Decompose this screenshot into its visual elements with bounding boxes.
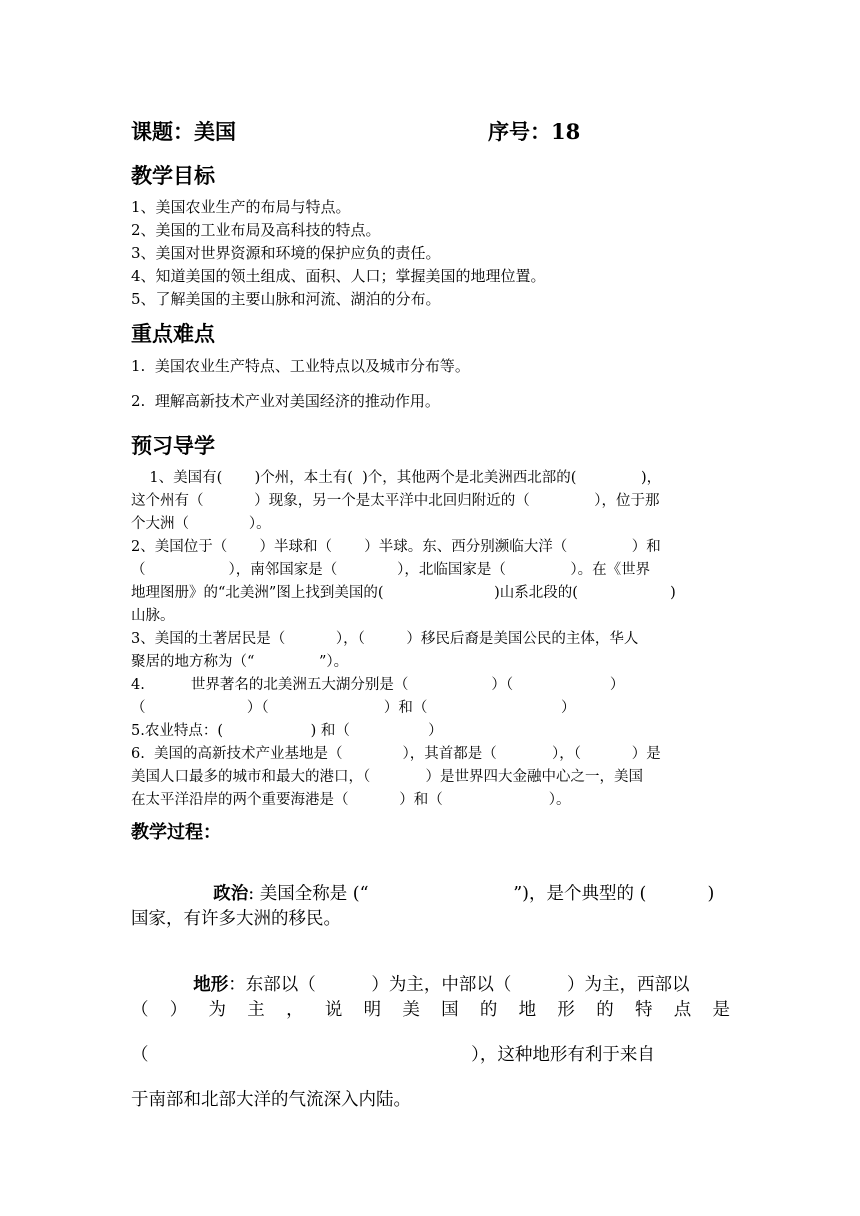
key-points-heading: 重点难点 xyxy=(131,321,215,346)
terrain-char: 形 xyxy=(557,1000,575,1020)
key-point-item: 1. 美国农业生产特点、工业特点以及城市分布等。 xyxy=(131,357,470,375)
preview-line: 这个州有（ ）现象，另一个是太平洋中北回归附近的（ ），位于那 xyxy=(131,493,660,509)
preview-heading: 预习导学 xyxy=(131,433,215,458)
terrain-char: ， xyxy=(286,1000,304,1020)
terrain-label: 地形 xyxy=(193,975,229,995)
objective-item: 1、美国农业生产的布局与特点。 xyxy=(131,198,351,216)
preview-line: 美国人口最多的城市和最大的港口，（ ）是世界四大金融中心之一，美国 xyxy=(131,769,644,785)
objective-item: 4、知道美国的领土组成、面积、人口；掌握美国的地理位置。 xyxy=(131,267,546,285)
objective-item: 3、美国对世界资源和环境的保护应负的责任。 xyxy=(131,244,441,262)
preview-line: 6. 美国的高新技术产业基地是（ ），其首都是（ ），（ ）是 xyxy=(131,746,661,762)
terrain-justified-line xyxy=(131,996,730,1021)
terrain-line-3: （ ），这种地形有利于来自 xyxy=(131,1045,655,1065)
preview-line: 1、美国有( )个州，本土有( )个，其他两个是北美洲西北部的( )， xyxy=(131,470,662,486)
terrain-char: （ xyxy=(131,1000,149,1020)
lesson-title: 课题：美国 xyxy=(131,119,236,144)
preview-line: 个大洲（ ）。 xyxy=(131,516,271,532)
terrain-char: 主 xyxy=(247,1000,265,1020)
terrain-line-4: 于南部和北部大洋的气流深入内陆。 xyxy=(131,1090,411,1110)
preview-line: 4. 世界著名的北美洲五大湖分别是（ ）（ ） xyxy=(131,677,625,693)
preview-line: 3、美国的土著居民是（ ），（ ）移民后裔是美国公民的主体，华人 xyxy=(131,631,639,647)
terrain-char: 点 xyxy=(673,1000,692,1020)
terrain-char: 国 xyxy=(441,1000,459,1020)
preview-line: 在太平洋沿岸的两个重要海港是（ ）和（ ）。 xyxy=(131,792,571,808)
terrain-char: 特 xyxy=(634,1000,653,1020)
objective-item: 2、美国的工业布局及高科技的特点。 xyxy=(131,221,381,239)
terrain-char: 地 xyxy=(518,1000,537,1020)
politics-text: : 美国全称是 (“ ”)，是个典型的 ( ) xyxy=(248,884,715,904)
politics-continuation: 国家，有许多大洲的移民。 xyxy=(131,909,341,929)
preview-line: （ ）（ ）和（ ） xyxy=(131,700,576,716)
terrain-char: 的 xyxy=(479,1000,498,1020)
terrain-char: 为 xyxy=(208,1000,227,1020)
terrain-text: ：东部以（ ）为主，中部以（ ）为主，西部以 xyxy=(228,975,690,995)
preview-line: 2、美国位于（ ）半球和（ ）半球。东、西分别濒临大洋（ ）和 xyxy=(131,539,661,555)
terrain-char: 的 xyxy=(596,1000,614,1020)
key-point-item: 2. 理解高新技术产业对美国经济的推动作用。 xyxy=(131,392,440,410)
terrain-char: 是 xyxy=(712,1000,730,1020)
process-heading: 教学过程： xyxy=(131,822,221,843)
politics-label: 政治 xyxy=(213,884,249,904)
objectives-heading: 教学目标 xyxy=(131,163,215,188)
preview-line: （ ），南邻国家是（ ），北临国家是（ ）。在《世界 xyxy=(131,562,651,578)
preview-line: 聚居的地方称为（“ ”）。 xyxy=(131,654,349,670)
preview-line: 5.农业特点：( ) 和（ ） xyxy=(131,723,443,739)
preview-line: 山脉。 xyxy=(131,608,175,624)
terrain-char: 美 xyxy=(402,1000,420,1020)
objective-item: 5、了解美国的主要山脉和河流、湖泊的分布。 xyxy=(131,290,441,308)
terrain-char: 明 xyxy=(363,1000,382,1020)
terrain-char: ） xyxy=(169,1000,188,1020)
terrain-char: 说 xyxy=(324,1000,343,1020)
preview-line: 地理图册》的“北美洲”图上找到美国的( )山系北段的( ) xyxy=(131,585,676,601)
serial-number: 序号：18 xyxy=(488,119,581,144)
